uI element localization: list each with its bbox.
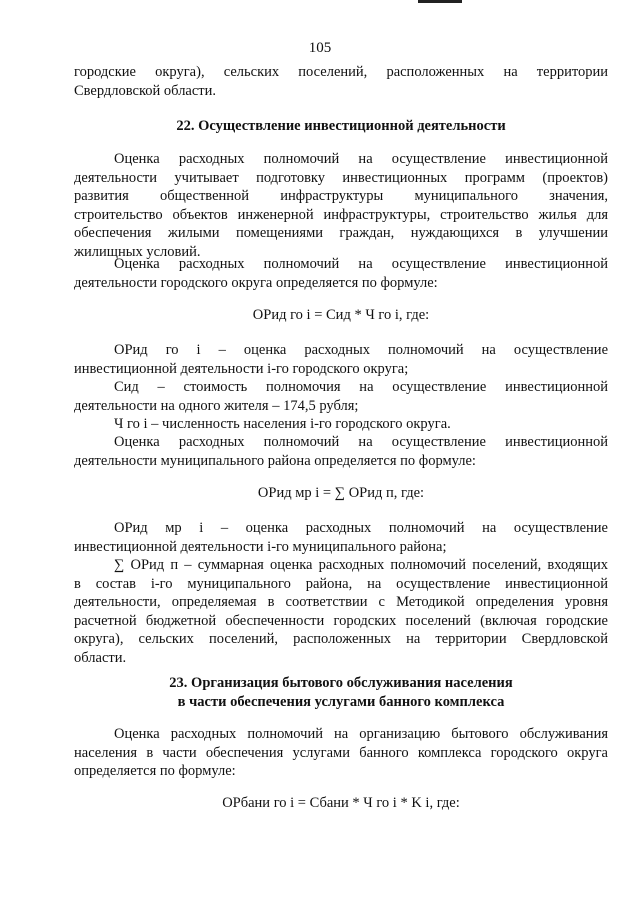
section-23-paragraph-1	[74, 725, 608, 781]
text-line: жилищных условий.	[74, 243, 201, 260]
text-line: Свердловской области.	[74, 82, 217, 99]
text-line: обеспечения жилыми помещениями граждан, нуждающихся в улучшении	[74, 225, 608, 241]
definition-2	[74, 378, 608, 415]
heading-line: в части обеспечения услугами банного комплекса	[177, 693, 505, 710]
text-line: Оценка расходных полномочий на осуществление инвестиционной	[114, 434, 608, 450]
text-line: области.	[74, 649, 127, 666]
text-line: инвестиционной деятельности i-го городского округа;	[74, 360, 409, 377]
section-22-heading: 22. Осуществление инвестиционной деятельности	[176, 118, 506, 134]
heading-line: 23. Организация бытового обслуживания населения	[169, 675, 513, 691]
definition-3	[74, 415, 608, 434]
section-23-heading	[74, 674, 608, 711]
text-line: расчетной бюджетной обеспеченности городских поселений (включая городские	[74, 612, 608, 629]
text-line: деятельности на одного жителя – 174,5 рубля;	[74, 397, 359, 414]
text-line: определяется по формуле:	[74, 763, 236, 779]
text-line: деятельности, определяемая в соответствии с Методикой определения уровня	[74, 594, 608, 610]
text-line: Оценка расходных полномочий на осуществление инвестиционной	[114, 151, 608, 167]
text-line: деятельности муниципального района определяется по формуле:	[74, 452, 476, 469]
text-line: ОРид го i – оценка расходных полномочий на осуществление	[114, 342, 608, 358]
text-line: ∑ ОРид п – суммарная оценка расходных полномочий поселений, входящих	[114, 557, 608, 573]
text-line: деятельности городского округа определяется по формуле:	[74, 274, 438, 291]
text-line: развития общественной инфраструктуры муниципального значения,	[74, 188, 608, 204]
text-line: инвестиционной деятельности i-го муниципального района;	[74, 538, 447, 555]
section-22-paragraph-1	[74, 150, 608, 261]
definition-5	[74, 556, 608, 667]
text-line: деятельности учитывает подготовку инвестиционных программ (проектов)	[74, 169, 608, 186]
section-22-paragraph-2	[74, 255, 608, 292]
definition-4	[74, 519, 608, 556]
text-line: ОРид мр i – оценка расходных полномочий на осуществление	[114, 520, 608, 536]
text-line: в состав i-го муниципального района, на осуществление инвестиционной	[74, 575, 608, 592]
text-line: городские округа), сельских поселений, расположенных на территории	[74, 64, 608, 80]
formula-3: ОРбани го i = Сбани * Ч го i * K i, где:	[222, 795, 460, 811]
formula-1: ОРид го i = Сид * Ч го i, где:	[252, 307, 430, 323]
text-line: Оценка расходных полномочий на организацию бытового обслуживания	[114, 726, 608, 742]
text-line: Ч го i – численность населения i-го городского округа.	[114, 416, 451, 432]
text-line: населения в части обеспечения услугами банного комплекса городского округа	[74, 744, 608, 761]
text-line: округа), сельских поселений, расположенных на территории Свердловской	[74, 631, 608, 647]
page-number: 105	[308, 40, 332, 56]
scan-top-mark	[418, 0, 462, 3]
text-line: строительство объектов инженерной инфраструктуры, строительство жилья для	[74, 206, 608, 223]
intro-paragraph	[74, 63, 608, 100]
section-22-paragraph-3	[74, 433, 608, 470]
text-line: Оценка расходных полномочий на осуществление инвестиционной	[114, 256, 608, 272]
formula-2: ОРид мр i = ∑ ОРид п, где:	[257, 485, 425, 501]
definition-1	[74, 341, 608, 378]
text-line: Сид – стоимость полномочия на осуществление инвестиционной	[114, 379, 608, 395]
